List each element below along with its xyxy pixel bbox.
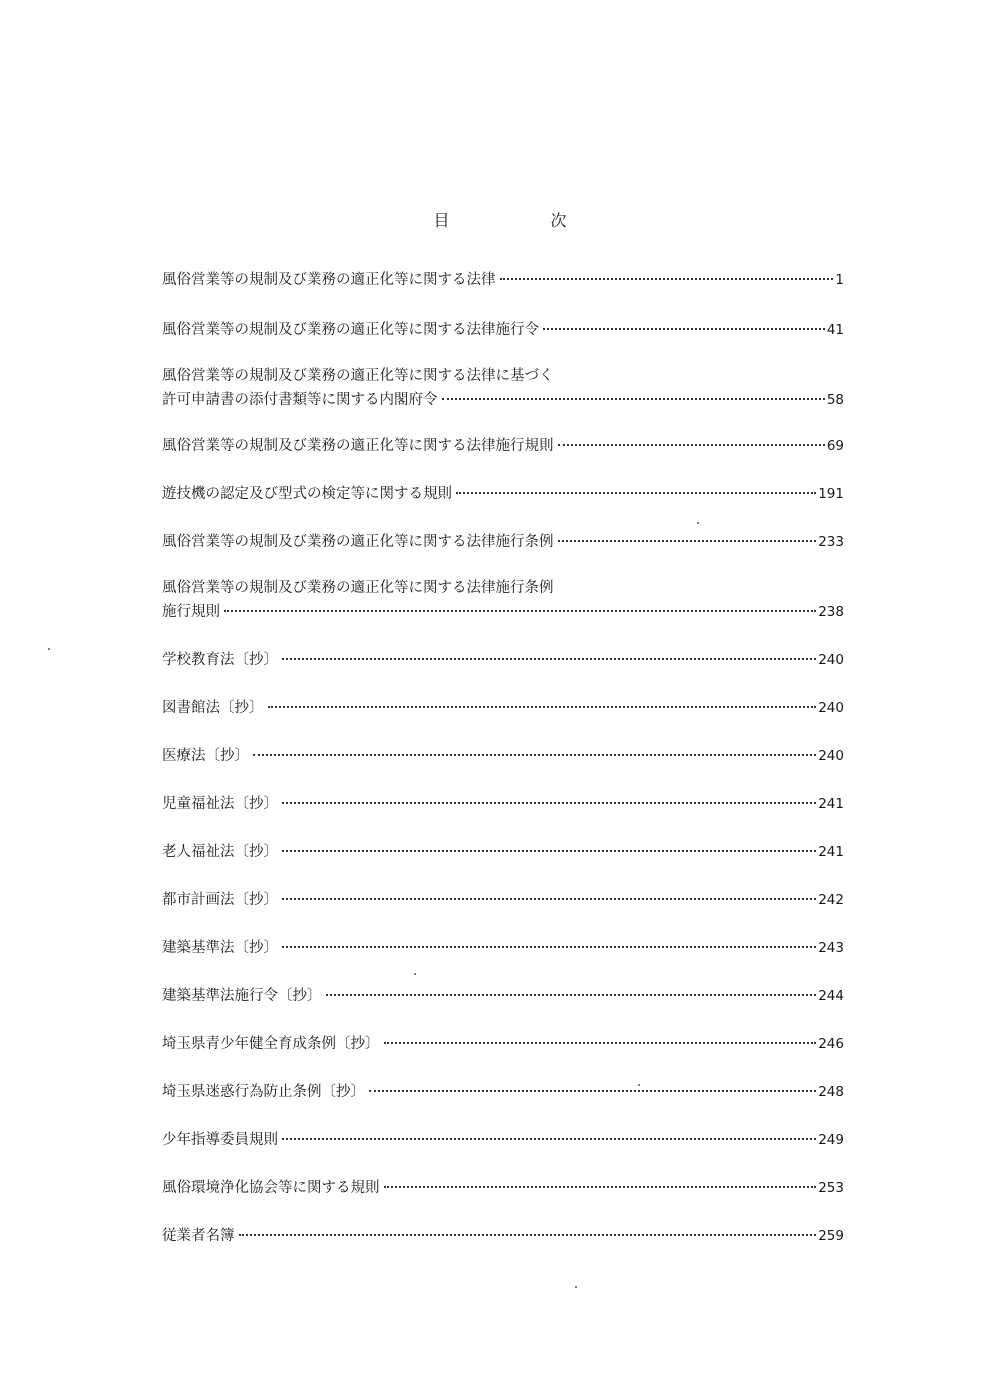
toc-entry-title: 都市計画法〔抄〕 [162, 892, 278, 908]
toc-entry [162, 984, 844, 1008]
toc-entry-page: 58 [826, 392, 844, 408]
toc-entry-title: 少年指導委員規則 [162, 1132, 278, 1148]
toc-entry-page: 240 [818, 700, 844, 716]
toc-entry [162, 482, 844, 506]
scan-speck [638, 1084, 640, 1086]
dot-leader [253, 754, 816, 756]
toc-entry-title: 図書館法〔抄〕 [162, 700, 264, 716]
dot-leader [384, 1186, 817, 1188]
toc-entry-title: 遊技機の認定及び型式の検定等に関する規則 [162, 486, 452, 502]
toc-entry [162, 744, 844, 768]
toc-entry-title: 風俗営業等の規制及び業務の適正化等に関する法律施行令 [162, 322, 539, 338]
toc-entry-title: 風俗環境浄化協会等に関する規則 [162, 1180, 380, 1196]
toc-entry-page: 246 [818, 1036, 844, 1052]
toc-entry-page: 240 [818, 652, 844, 668]
toc-entry [162, 530, 844, 554]
toc-entry-page: 240 [818, 748, 844, 764]
toc-entry-title-line1: 風俗営業等の規制及び業務の適正化等に関する法律施行条例 [162, 580, 554, 596]
toc-entry-page: 248 [818, 1084, 844, 1100]
toc-entry-title: 埼玉県青少年健全育成条例〔抄〕 [162, 1036, 380, 1052]
toc-entry [162, 1176, 844, 1200]
dot-leader [282, 898, 816, 900]
toc-entry [162, 1128, 844, 1152]
dot-leader [384, 1042, 817, 1044]
toc-entry-title: 建築基準法施行令〔抄〕 [162, 988, 322, 1004]
toc-entry [162, 1032, 844, 1056]
scan-speck [575, 1286, 577, 1288]
toc-entry-page: 191 [818, 486, 844, 502]
toc-entry [162, 888, 844, 912]
toc-entry [162, 364, 844, 412]
toc-entry-title: 埼玉県迷惑行為防止条例〔抄〕 [162, 1084, 365, 1100]
toc-entry-page: 241 [818, 844, 844, 860]
toc-entry-title: 医療法〔抄〕 [162, 748, 249, 764]
toc-entry [162, 648, 844, 672]
toc-entry-title: 老人福祉法〔抄〕 [162, 844, 278, 860]
toc-entry [162, 792, 844, 816]
toc-entry-page: 233 [818, 534, 844, 550]
dot-leader [268, 706, 817, 708]
toc-entry-title: 従業者名簿 [162, 1228, 235, 1244]
toc-entry [162, 268, 844, 292]
dot-leader [326, 994, 817, 996]
toc-entry [162, 1224, 844, 1248]
toc-entry-title: 風俗営業等の規制及び業務の適正化等に関する法律 [162, 272, 496, 288]
toc-entry-page: 41 [826, 322, 844, 338]
toc-entry-title-line1: 風俗営業等の規制及び業務の適正化等に関する法律に基づく [162, 368, 554, 384]
dot-leader [543, 328, 825, 330]
scan-speck [697, 522, 699, 524]
toc-entry-page: 249 [818, 1132, 844, 1148]
toc-entry-title: 許可申請書の添付書類等に関する内閣府令 [162, 392, 438, 408]
toc-entry-page: 259 [818, 1228, 844, 1244]
toc-entry [162, 318, 844, 342]
dot-leader [369, 1090, 816, 1092]
scan-speck [414, 973, 416, 975]
toc-entry [162, 1080, 844, 1104]
dot-leader [282, 1138, 816, 1140]
toc-entry-page: 244 [818, 988, 844, 1004]
toc-entry-page: 241 [818, 796, 844, 812]
toc-entry-page: 243 [818, 940, 844, 956]
toc-entry-title: 学校教育法〔抄〕 [162, 652, 278, 668]
dot-leader [558, 444, 825, 446]
toc-entry-title: 建築基準法〔抄〕 [162, 940, 278, 956]
toc-entry-page: 1 [835, 272, 844, 288]
toc-entry [162, 576, 844, 624]
dot-leader [239, 1234, 817, 1236]
dot-leader [282, 946, 816, 948]
toc-entry [162, 434, 844, 458]
toc-entry-title: 風俗営業等の規制及び業務の適正化等に関する法律施行規則 [162, 438, 554, 454]
toc-entry [162, 840, 844, 864]
toc-entry-page: 242 [818, 892, 844, 908]
dot-leader [456, 492, 816, 494]
table-of-contents [162, 268, 844, 1248]
page-title: 目 次 [433, 211, 615, 230]
toc-entry [162, 936, 844, 960]
dot-leader [282, 802, 816, 804]
dot-leader [442, 398, 825, 400]
dot-leader [558, 540, 817, 542]
toc-entry-page: 69 [826, 438, 844, 454]
toc-entry-title: 風俗営業等の規制及び業務の適正化等に関する法律施行条例 [162, 534, 554, 550]
toc-entry-title: 児童福祉法〔抄〕 [162, 796, 278, 812]
toc-entry-page: 253 [818, 1180, 844, 1196]
toc-entry-page: 238 [818, 604, 844, 620]
dot-leader [282, 658, 816, 660]
toc-entry [162, 696, 844, 720]
scan-speck [48, 648, 50, 650]
dot-leader [224, 610, 816, 612]
dot-leader [282, 850, 816, 852]
toc-entry-title: 施行規則 [162, 604, 220, 620]
dot-leader [500, 278, 834, 280]
